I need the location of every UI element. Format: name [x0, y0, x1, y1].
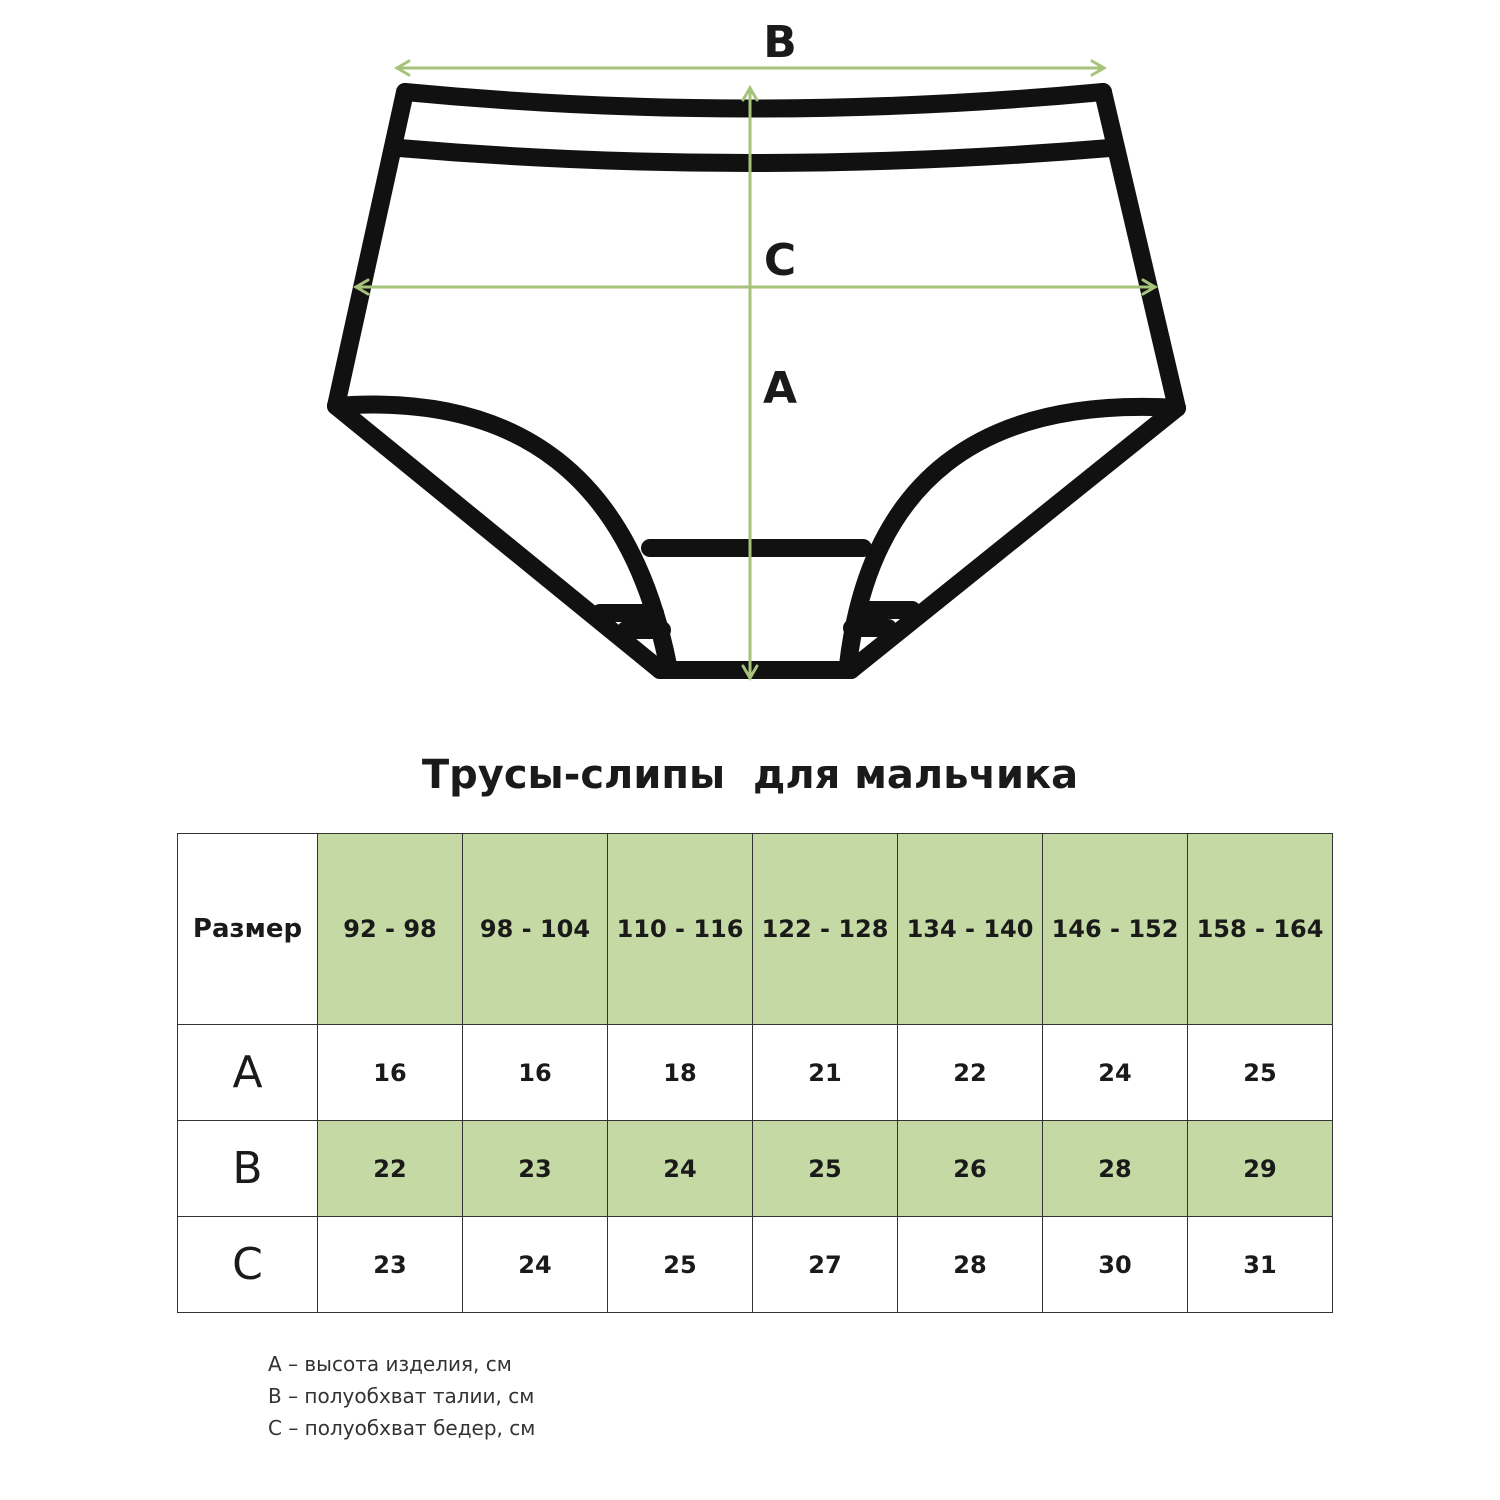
size-cell: 134 - 140 — [898, 834, 1043, 1025]
header-label-cell: Размер — [178, 834, 318, 1025]
legend-item-a: А – высота изделия, см — [268, 1352, 512, 1376]
value-cell: 22 — [898, 1025, 1043, 1121]
legend-item-b: В – полуобхват талии, см — [268, 1384, 535, 1408]
value-cell: 25 — [1188, 1025, 1333, 1121]
size-cell: 92 - 98 — [318, 834, 463, 1025]
legend-item-c: С – полуобхват бедер, см — [268, 1416, 536, 1440]
value-cell: 23 — [318, 1217, 463, 1313]
value-cell: 27 — [753, 1217, 898, 1313]
value-cell: 25 — [608, 1217, 753, 1313]
garment-outline — [336, 92, 1177, 670]
legend — [268, 1348, 535, 1444]
size-cell: 146 - 152 — [1043, 834, 1188, 1025]
left-lower-edge — [336, 406, 660, 670]
value-cell: 24 — [608, 1121, 753, 1217]
size-cell: 122 - 128 — [753, 834, 898, 1025]
right-lower-edge — [851, 408, 1177, 670]
size-cell: 98 - 104 — [463, 834, 608, 1025]
value-cell: 23 — [463, 1121, 608, 1217]
value-cell: 18 — [608, 1025, 753, 1121]
value-cell: 24 — [463, 1217, 608, 1313]
value-cell: 16 — [318, 1025, 463, 1121]
value-cell: 28 — [1043, 1121, 1188, 1217]
left-side — [336, 92, 405, 406]
value-cell: 28 — [898, 1217, 1043, 1313]
value-cell: 24 — [1043, 1025, 1188, 1121]
table-row-b — [178, 1121, 1333, 1217]
chart-title: Трусы-слипы для мальчика — [421, 752, 1079, 798]
value-cell: 22 — [318, 1121, 463, 1217]
table-row-c — [178, 1217, 1333, 1313]
value-cell: 25 — [753, 1121, 898, 1217]
value-cell: 31 — [1188, 1217, 1333, 1313]
waistband-bottom — [399, 148, 1110, 163]
value-cell: 21 — [753, 1025, 898, 1121]
label-a: A — [762, 363, 798, 414]
size-table — [177, 833, 1333, 1313]
value-cell: 26 — [898, 1121, 1043, 1217]
row-label-cell: B — [178, 1121, 318, 1217]
value-cell: 30 — [1043, 1217, 1188, 1313]
row-label-cell: C — [178, 1217, 318, 1313]
value-cell: 16 — [463, 1025, 608, 1121]
size-cell: 110 - 116 — [608, 834, 753, 1025]
table-header-row — [178, 834, 1333, 1025]
table-row-a — [178, 1025, 1333, 1121]
garment-diagram — [0, 0, 1500, 720]
right-side — [1103, 92, 1177, 408]
label-c: C — [763, 235, 797, 286]
label-b: B — [763, 17, 797, 68]
value-cell: 29 — [1188, 1121, 1333, 1217]
row-label-cell: A — [178, 1025, 318, 1121]
size-cell: 158 - 164 — [1188, 834, 1333, 1025]
